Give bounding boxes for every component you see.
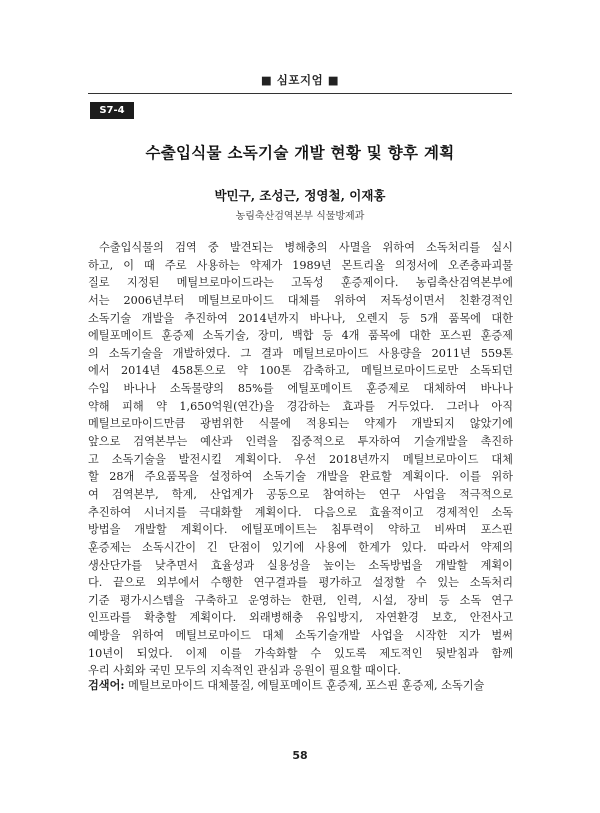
body-line: 10년이 되었다. 이제 이를 가속화할 수 있도록 제도적인 뒷받침과 함께	[88, 646, 513, 660]
keywords-label: 검색어:	[88, 678, 125, 692]
body-line: 의 소독기술을 개발하였다. 그 결과 메틸브로마이드 사용량을 2011년 559톤	[88, 346, 513, 360]
body-line: 서는 2006년부터 메틸브로마이드 대체를 위하여 저독성이면서 친환경적인	[88, 293, 513, 307]
abstract-body	[88, 239, 513, 680]
paper-affiliation: 농림축산검역본부 식물방제과	[235, 211, 365, 222]
body-line: 여 검역본부, 학계, 산업계가 공동으로 참여하는 연구 사업을 적극적으로	[88, 487, 513, 501]
paper-authors: 박민구, 조성근, 정영철, 이재홍	[214, 188, 386, 203]
body-line: 에서 2014년 458톤으로 약 100톤 감축하고, 메틸브로마이드로만 소독되던	[88, 364, 513, 378]
body-line: 소독기술 개발을 추진하여 2014년까지 바나나, 오렌지 등 5개 품목에 대한	[88, 311, 513, 325]
keywords-text: 메틸브로마이드 대체물질, 에틸포메이트 훈증제, 포스핀 훈증제, 소독기술	[124, 679, 485, 692]
body-line: 하고, 이 때 주로 사용하는 약제가 1989년 몬트리올 의정서에 오존층파괴물	[88, 258, 513, 272]
body-line: 메틸브로마이드만큼 광범위한 식물에 적용되는 약제가 개발되지 않았기에	[88, 417, 513, 431]
body-line: 기준 평가시스템을 구축하고 운영하는 한편, 인력, 시설, 장비 등 소독 연구	[88, 593, 513, 607]
body-line: 에틸포메이트 훈증제 소독기술, 장미, 백합 등 4개 품목에 대한 포스핀 훈증제	[88, 329, 513, 343]
body-line: 고 소독기술을 발전시킬 계획이다. 우선 2018년까지 메틸브로마이드 대체	[88, 452, 513, 466]
body-line: 할 28개 주요품목을 설정하여 소독기술 개발을 완료할 계획이다. 이를 위하	[88, 470, 513, 484]
body-line: 추진하여 시너지를 극대화할 계획이다. 다음으로 효율적이고 경제적인 소독	[88, 505, 513, 519]
body-line: 질로 지정된 메틸브로마이드라는 고독성 훈증제이다. 농림축산검역본부에	[88, 276, 513, 290]
body-line: 다. 끝으로 외부에서 수행한 연구결과를 평가하고 설정할 수 있는 소독처리	[88, 576, 513, 590]
body-line: 앞으로 검역본부는 예산과 인력을 집중적으로 투자하여 기술개발을 촉진하	[88, 435, 513, 449]
paper-title: 수출입식물 소독기술 개발 현황 및 향후 계획	[145, 144, 455, 162]
body-line: 훈증제는 소독시간이 긴 단점이 있기에 사용에 한계가 있다. 따라서 약제의	[88, 540, 513, 554]
body-line: 수출입식물의 검역 중 발견되는 병해충의 사멸을 위하여 소독처리를 실시	[99, 241, 513, 254]
body-line: 예방을 위하여 메틸브로마이드 대체 소독기술개발 사업을 시작한 지가 벌써	[88, 629, 513, 643]
section-header: ■ 심포지엄 ■	[260, 73, 340, 87]
body-line: 약해 피해 약 1,650억원(연간)을 경감하는 효과를 거두었다. 그러나 아직	[88, 399, 513, 413]
body-line: 인프라를 확충할 계획이다. 외래병해충 유입방지, 자연환경 보호, 안전사고	[88, 611, 513, 625]
body-line: 방법을 개발할 계획이다. 에틸포메이트는 침투력이 약하고 비싸며 포스핀	[88, 523, 513, 537]
keywords	[88, 677, 513, 694]
session-badge: S7-4	[90, 102, 134, 119]
body-line: 생산단가를 낮추면서 효율성과 실용성을 높이는 소독방법을 개발할 계획이	[88, 558, 513, 572]
body-line: 우리 사회와 국민 모두의 지속적인 관심과 응원이 필요할 때이다.	[88, 664, 401, 678]
page-number: 58	[292, 749, 308, 762]
header-rule	[88, 93, 512, 94]
body-line: 수입 바나나 소독물량의 85%를 에틸포메이트 훈증제로 대체하여 바나나	[88, 382, 513, 396]
